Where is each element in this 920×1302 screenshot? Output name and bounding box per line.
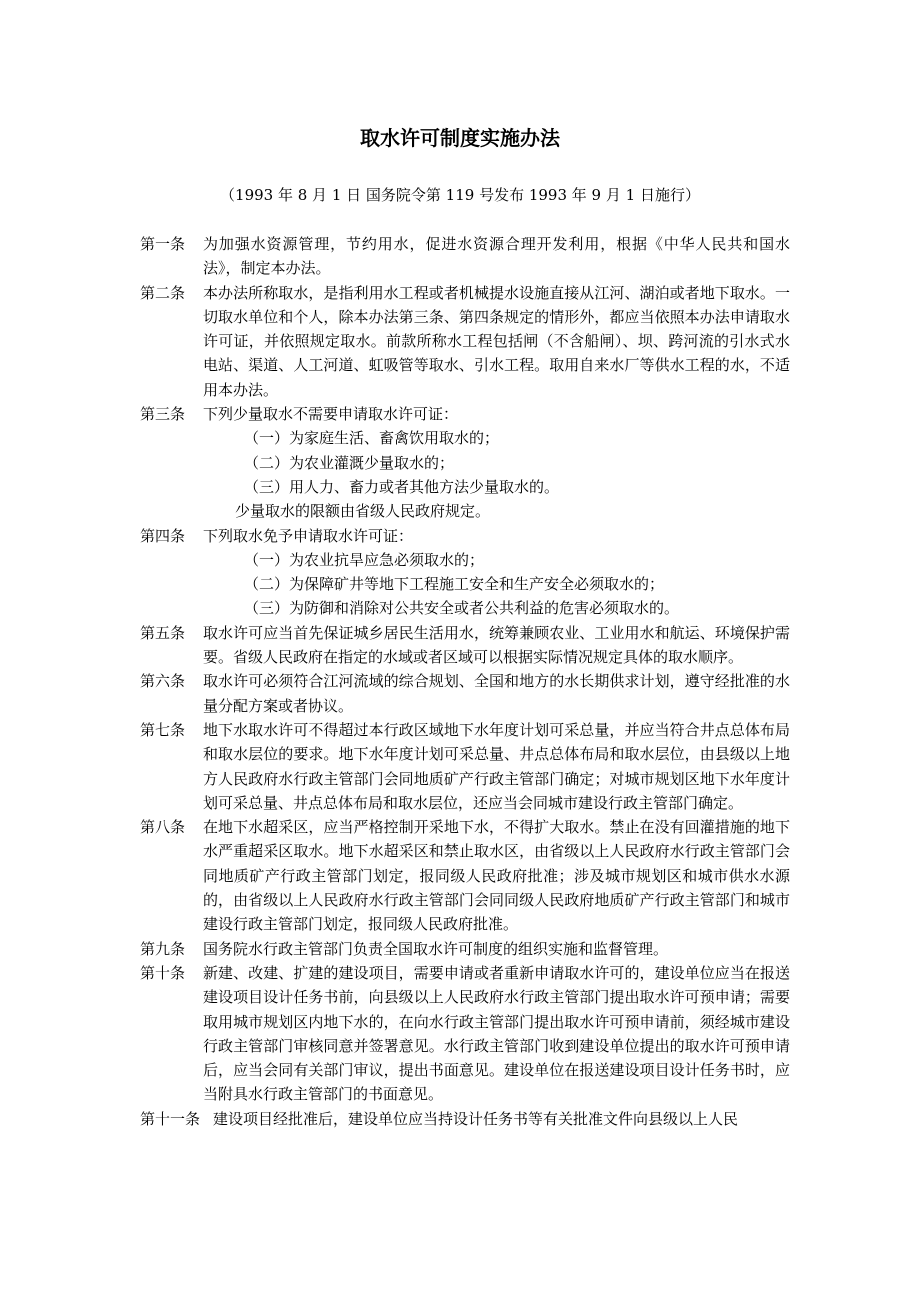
article-text: 取水许可必须符合江河流域的综合规划、全国和地方的水长期供求计划，遵守经批准的水量分配方案或者协议。 xyxy=(203,672,790,715)
article-number: 第七条 xyxy=(140,720,186,739)
article-text: 在地下水超采区，应当严格控制开采地下水，不得扩大取水。禁止在没有回灌措施的地下水严重超采区取水。地下水超采区和禁止取水区，由省级以上人民政府水行政主管部门会同地质矿产行政主管部门划定，报同级人民政府批准；涉及城市规划区和城市供水水源的，由省级以上人民政府水行政主管部门会同同级人民政府地质矿产行政主管部门和城市建设行政主管部门划定，报同级人民政府批准。 xyxy=(203,818,790,934)
list-item: （二）为保障矿井等地下工程施工安全和生产安全必须取水的； xyxy=(244,575,665,594)
article-7 xyxy=(140,718,790,815)
article-text: 本办法所称取水，是指利用水工程或者机械提水设施直接从江河、湖泊或者地下取水。一切取水单位和个人，除本办法第三条、第四条规定的情形外，都应当依照本办法申请取水许可证，并依照规定取水。前款所称水工程包括闸（不含船闸）、坝、跨河流的引水式水电站、渠道、人工河道、虹吸管等取水、引水工程。取用自来水厂等供水工程的水，不适用本办法。 xyxy=(203,283,790,399)
list-item: （三）用人力、畜力或者其他方法少量取水的。 xyxy=(244,477,560,496)
article-text: 下列取水免予申请取水许可证： xyxy=(203,526,414,545)
article-number: 第四条 xyxy=(140,526,186,545)
article-text: 地下水取水许可不得超过本行政区域地下水年度计划可采总量，并应当符合井点总体布局和取水层位的要求。地下水年度计划可采总量、井点总体布局和取水层位，由县级以上地方人民政府水行政主管部门会同地质矿产行政主管部门确定；对城市规划区地下水年度计划可采总量、井点总体布局和取水层位，还应当会同城市建设行政主管部门确定。 xyxy=(203,720,790,812)
article-6 xyxy=(140,669,790,718)
article-number: 第十一条 xyxy=(140,1109,201,1128)
article-text: 取水许可应当首先保证城乡居民生活用水，统筹兼顾农业、工业用水和航运、环境保护需要。省级人民政府在指定的水域或者区域可以根据实际情况规定具体的取水顺序。 xyxy=(203,623,790,667)
article-number: 第二条 xyxy=(140,283,186,302)
article-9 xyxy=(140,937,790,961)
article-2 xyxy=(140,281,790,402)
article-number: 第十条 xyxy=(140,963,186,982)
article-5 xyxy=(140,621,790,670)
list-item: （三）为防御和消除对公共安全或者公共利益的危害必须取水的。 xyxy=(244,599,680,618)
article-number: 第一条 xyxy=(140,235,186,253)
document-body xyxy=(140,232,790,1131)
article-number: 第三条 xyxy=(140,405,186,424)
article-3 xyxy=(140,402,790,426)
article-10 xyxy=(140,961,790,1107)
article-4 xyxy=(140,524,790,548)
list-item: （二）为农业灌溉少量取水的； xyxy=(244,453,455,472)
article-1 xyxy=(140,232,790,281)
page-title: 取水许可制度实施办法 xyxy=(360,126,560,150)
article-note: 少量取水的限额由省级人民政府规定。 xyxy=(235,502,491,521)
article-text: 国务院水行政主管部门负责全国取水许可制度的组织实施和监督管理。 xyxy=(203,939,669,958)
document-subtitle: （1993 年 8 月 1 日 国务院令第 119 号发布 1993 年 9 月 1 日施行） xyxy=(220,186,700,204)
article-number: 第八条 xyxy=(140,818,186,837)
article-11 xyxy=(140,1107,790,1131)
list-item: （一）为家庭生活、畜禽饮用取水的； xyxy=(244,429,500,448)
article-number: 第九条 xyxy=(140,939,186,958)
article-number: 第五条 xyxy=(140,623,186,642)
list-item: （一）为农业抗旱应急必须取水的； xyxy=(244,550,485,569)
article-number: 第六条 xyxy=(140,672,186,691)
article-text: 新建、改建、扩建的建设项目，需要申请或者重新申请取水许可的，建设单位应当在报送建设项目设计任务书前，向县级以上人民政府水行政主管部门提出取水许可预申请；需要取用城市规划区内地下水的，在向水行政主管部门提出取水许可预申请前，须经城市建设行政主管部门审核同意并签署意见。水行政主管部门收到建设单位提出的取水许可预申请后，应当会同有关部门审议，提出书面意见。建设单位在报送建设项目设计任务书时，应当附具水行政主管部门的书面意见。 xyxy=(203,963,790,1104)
article-text: 为加强水资源管理，节约用水，促进水资源合理开发利用，根据《中华人民共和国水法》，制定本办法。 xyxy=(203,235,790,278)
article-text: 下列少量取水不需要申请取水许可证： xyxy=(203,405,459,424)
article-8 xyxy=(140,815,790,936)
article-text: 建设项目经批准后，建设单位应当持设计任务书等有关批准文件向县级以上人民 xyxy=(213,1109,739,1128)
